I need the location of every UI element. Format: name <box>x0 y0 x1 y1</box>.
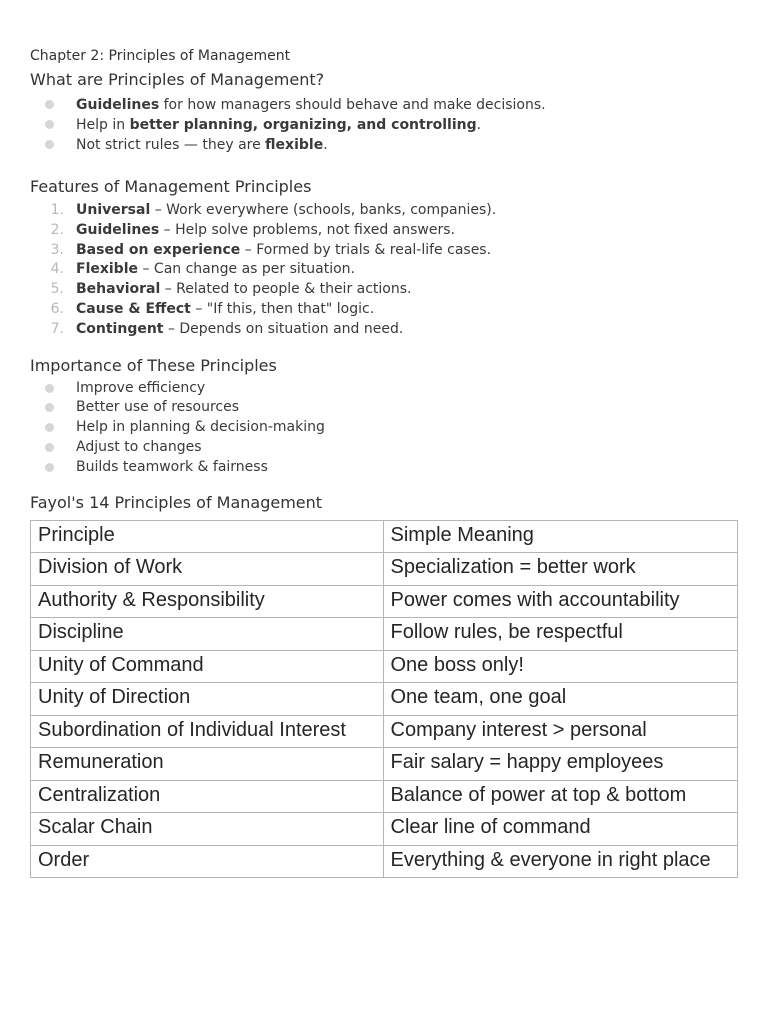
list-item <box>30 201 738 221</box>
list-item-text: Help in <box>76 117 130 133</box>
list-item-bold: better planning, organizing, and controlling <box>129 117 477 133</box>
table-row <box>31 618 738 651</box>
table-row <box>31 715 738 748</box>
list-item-bold: Universal <box>76 202 151 218</box>
list-item-text: Help in planning & decision-making <box>76 419 325 436</box>
list-item-text: – Formed by trials & real-life cases. <box>240 241 492 258</box>
list-item <box>30 241 738 261</box>
list-item <box>30 280 738 300</box>
bullet-icon <box>45 443 54 452</box>
list-number: 1. <box>50 202 64 218</box>
list-item-bold: Guidelines <box>76 97 160 113</box>
meaning-cell: Everything & everyone in right place <box>383 845 738 878</box>
intro-heading: What are Principles of Management? <box>30 70 325 89</box>
list-item <box>30 320 738 340</box>
list-item-text: . <box>476 117 482 133</box>
bullet-icon <box>45 120 54 129</box>
features-heading: Features of Management Principles <box>30 177 312 196</box>
list-number: 3. <box>50 241 64 258</box>
meaning-cell: Clear line of command <box>383 813 738 846</box>
column-header-meaning: Simple Meaning <box>383 520 738 553</box>
meaning-cell: Fair salary = happy employees <box>383 748 738 781</box>
list-item-text: – Depends on situation and need. <box>163 320 404 337</box>
bullet-icon <box>45 423 54 432</box>
document-page <box>30 46 738 878</box>
importance-section <box>30 354 738 478</box>
meaning-cell: Company interest > personal <box>383 715 738 748</box>
list-item-text: Improve efficiency <box>76 379 206 396</box>
table-row <box>31 813 738 846</box>
list-item-text: – Related to people & their actions. <box>160 281 412 298</box>
list-item-text: – "If this, then that" logic. <box>190 300 375 317</box>
list-item <box>30 300 738 320</box>
intro-list <box>30 95 738 155</box>
meaning-cell: One team, one goal <box>383 683 738 716</box>
principle-cell: Discipline <box>31 618 384 651</box>
list-item-text: – Help solve problems, not fixed answers. <box>159 221 455 238</box>
list-item-bold: Cause & Effect <box>76 300 191 317</box>
principle-cell: Centralization <box>31 780 384 813</box>
list-item <box>30 418 738 438</box>
table-row <box>31 780 738 813</box>
list-item-text: – Work everywhere (schools, banks, companies). <box>150 202 497 218</box>
list-item-bold: flexible <box>265 137 324 153</box>
principle-cell: Subordination of Individual Interest <box>31 715 384 748</box>
fayol-heading: Fayol's 14 Principles of Management <box>30 492 323 512</box>
importance-heading: Importance of These Principles <box>30 355 277 375</box>
table-row <box>31 650 738 683</box>
bullet-icon <box>45 140 54 149</box>
principle-cell: Unity of Direction <box>31 683 384 716</box>
list-item-bold: Contingent <box>76 320 164 337</box>
bullet-icon <box>45 100 54 109</box>
features-section <box>30 175 738 340</box>
list-item-text: Builds teamwork & fairness <box>76 458 268 475</box>
list-item-text: Better use of resources <box>76 399 240 416</box>
list-item-text: for how managers should behave and make decisions. <box>159 97 546 113</box>
principle-cell: Authority & Responsibility <box>31 585 384 618</box>
fayol-section <box>30 491 738 879</box>
list-item <box>30 115 738 135</box>
list-item <box>30 398 738 418</box>
chapter-title: Chapter 2: Principles of Management <box>30 48 291 64</box>
bullet-icon <box>45 403 54 412</box>
list-item-text: . <box>323 137 328 153</box>
principle-cell: Order <box>31 845 384 878</box>
principle-cell: Unity of Command <box>31 650 384 683</box>
list-item-bold: Based on experience <box>76 241 241 258</box>
features-list <box>30 201 738 340</box>
meaning-cell: Power comes with accountability <box>383 585 738 618</box>
list-item <box>30 458 738 478</box>
list-item-text: Not strict rules — they are <box>76 137 266 153</box>
list-item-bold: Behavioral <box>76 281 161 298</box>
list-item <box>30 379 738 399</box>
list-item-text: – Can change as per situation. <box>138 261 355 278</box>
list-item-bold: Flexible <box>76 261 139 278</box>
meaning-cell: One boss only! <box>383 650 738 683</box>
table-row <box>31 845 738 878</box>
meaning-cell: Follow rules, be respectful <box>383 618 738 651</box>
principle-cell: Remuneration <box>31 748 384 781</box>
list-item <box>30 135 738 155</box>
bullet-icon <box>45 384 54 393</box>
table-row <box>31 553 738 586</box>
principle-cell: Division of Work <box>31 553 384 586</box>
list-item-text: Adjust to changes <box>76 438 202 455</box>
list-number: 2. <box>50 221 64 238</box>
table-row <box>31 585 738 618</box>
list-item <box>30 438 738 458</box>
bullet-icon <box>45 463 54 472</box>
table-row <box>31 748 738 781</box>
list-number: 6. <box>50 300 64 317</box>
list-number: 7. <box>50 320 64 337</box>
column-header-principle: Principle <box>31 520 384 553</box>
meaning-cell: Specialization = better work <box>383 553 738 586</box>
principles-table <box>30 520 738 879</box>
table-row <box>31 683 738 716</box>
list-number: 4. <box>50 261 64 278</box>
importance-list <box>30 379 738 478</box>
list-item <box>30 260 738 280</box>
list-item <box>30 95 738 115</box>
table-header-row <box>31 520 738 553</box>
list-item-bold: Guidelines <box>76 221 160 238</box>
principles-table-body <box>31 553 738 878</box>
principle-cell: Scalar Chain <box>31 813 384 846</box>
list-number: 5. <box>50 281 64 298</box>
list-item <box>30 221 738 241</box>
meaning-cell: Balance of power at top & bottom <box>383 780 738 813</box>
